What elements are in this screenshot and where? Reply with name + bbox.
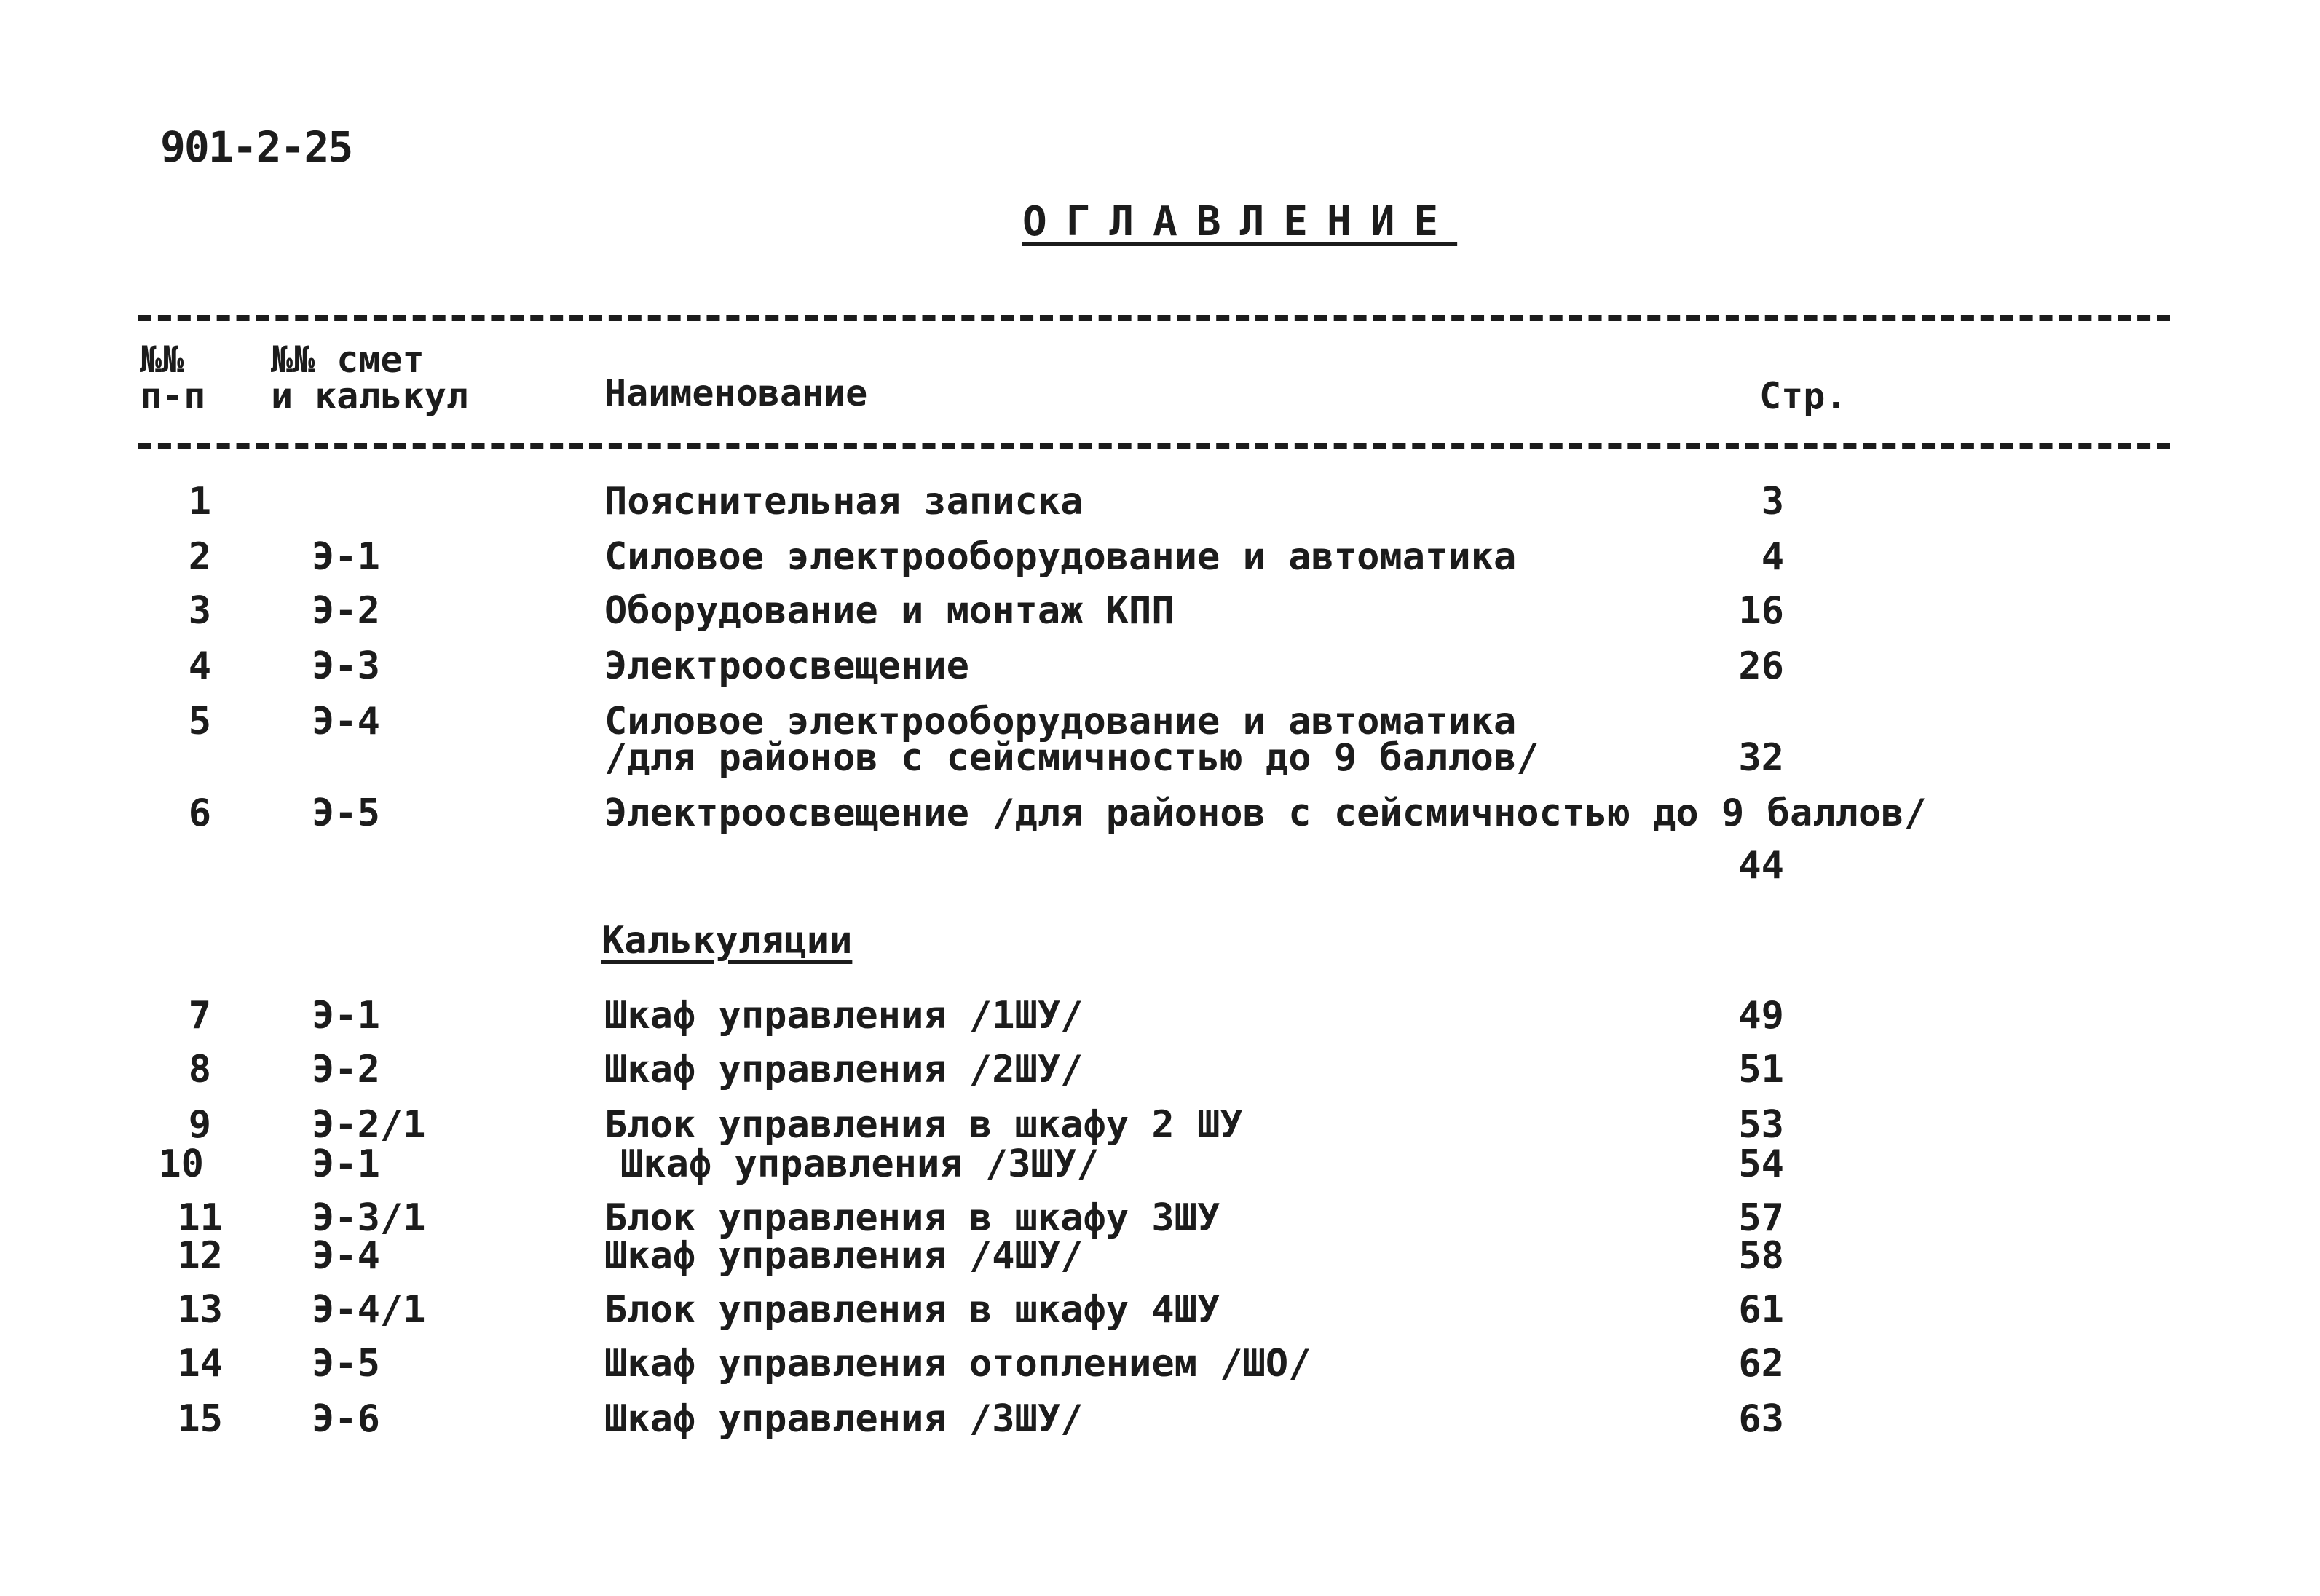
row-number: 11 (177, 1196, 223, 1240)
row-title: Шкаф управления /2ШУ/ (604, 1048, 1084, 1091)
header-divider (138, 443, 2170, 449)
num-header-line2: п-п (140, 375, 206, 417)
num-header-line1: №№ (140, 339, 184, 381)
row-number: 3 (188, 589, 211, 633)
row-number: 15 (177, 1397, 223, 1441)
row-code: Э-3 (312, 644, 380, 688)
row-page: 63 (1738, 1397, 1784, 1441)
row-page: 16 (1738, 589, 1784, 633)
row-code: Э-6 (312, 1397, 380, 1441)
row-page: 32 (1738, 736, 1784, 780)
row-title: Шкаф управления отоплением /ШО/ (604, 1342, 1311, 1386)
row-title: Электроосвещение (604, 644, 969, 688)
row-code: Э-1 (312, 994, 380, 1038)
row-number: 6 (188, 791, 211, 835)
row-title: Пояснительная записка (604, 480, 1084, 524)
code-header-line2: и калькул (271, 375, 468, 417)
section-heading: Калькуляции (601, 919, 853, 963)
row-code: Э-1 (312, 535, 380, 579)
row-code: Э-2/1 (312, 1103, 426, 1147)
row-number: 7 (188, 994, 211, 1038)
row-title: Шкаф управления /3ШУ/ (604, 1397, 1084, 1441)
row-code: Э-5 (312, 1342, 380, 1386)
row-page: 49 (1738, 994, 1784, 1038)
row-number: 5 (188, 700, 211, 743)
row-title: Шкаф управления /1ШУ/ (604, 994, 1084, 1038)
row-code: Э-2 (312, 1048, 380, 1091)
row-title: Блок управления в шкафу 3ШУ (604, 1196, 1220, 1240)
page-header: Стр. (1759, 375, 1847, 417)
row-code: Э-4 (312, 1234, 380, 1278)
row-page: 51 (1738, 1048, 1784, 1091)
row-number: 4 (188, 644, 211, 688)
row-number: 8 (188, 1048, 211, 1091)
row-code: Э-5 (312, 791, 380, 835)
row-code: Э-2 (312, 589, 380, 633)
row-number: 10 (158, 1142, 204, 1186)
page-title: ОГЛАВЛЕНИЕ (1022, 198, 1458, 245)
row-number: 1 (188, 480, 211, 524)
row-page: 3 (1761, 480, 1784, 524)
row-page: 57 (1738, 1196, 1784, 1240)
row-title: Шкаф управления /4ШУ/ (604, 1234, 1084, 1278)
row-page: 4 (1761, 535, 1784, 579)
row-title: Электроосвещение /для районов с сейсмичностью до 9 баллов/ (604, 791, 1927, 835)
row-title-continuation: /для районов с сейсмичностью до 9 баллов/ (604, 736, 1539, 780)
row-title: Блок управления в шкафу 4ШУ (604, 1288, 1220, 1332)
row-title: Шкаф управления /3ШУ/ (620, 1142, 1100, 1186)
document-code: 901-2-25 (160, 122, 352, 172)
row-page: 61 (1738, 1288, 1784, 1332)
name-header: Наименование (604, 372, 868, 414)
row-page: 44 (1738, 844, 1784, 888)
row-code: Э-4/1 (312, 1288, 426, 1332)
row-number: 12 (177, 1234, 223, 1278)
row-page: 53 (1738, 1103, 1784, 1147)
row-code: Э-1 (312, 1142, 380, 1186)
row-number: 9 (188, 1103, 211, 1147)
row-number: 2 (188, 535, 211, 579)
row-number: 13 (177, 1288, 223, 1332)
row-number: 14 (177, 1342, 223, 1386)
row-title: Блок управления в шкафу 2 ШУ (604, 1103, 1243, 1147)
row-page: 54 (1738, 1142, 1784, 1186)
row-title: Оборудование и монтаж КПП (604, 589, 1175, 633)
row-code: Э-4 (312, 700, 380, 743)
row-page: 62 (1738, 1342, 1784, 1386)
row-title: Силовое электрооборудование и автоматика (604, 700, 1517, 743)
code-header-line1: №№ смет (271, 339, 425, 381)
row-code: Э-3/1 (312, 1196, 426, 1240)
row-title: Силовое электрооборудование и автоматика (604, 535, 1517, 579)
top-divider (138, 315, 2170, 321)
row-page: 58 (1738, 1234, 1784, 1278)
row-page: 26 (1738, 644, 1784, 688)
